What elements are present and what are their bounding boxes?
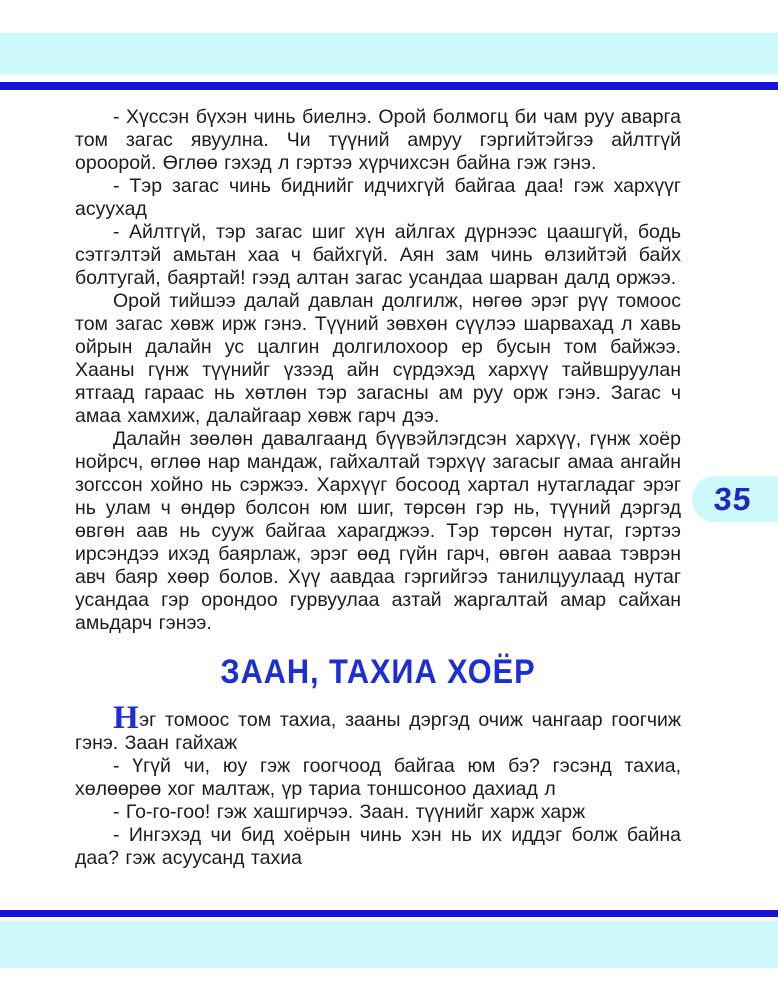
story-paragraph: - Ингэхэд чи бид хоёрын чинь хэн нь их иддэг болж байна даа? гэж асуусанд тахиа [75,824,681,869]
story-paragraph: - Үгүй чи, юу гэж гоогчоод байгаа юм бэ? гэсэнд тахиа, хөлөөрөө хог малтаж, үр тариа тоншсоноо дахиад л [75,755,681,800]
story-paragraph: - Тэр загас чинь биднийг идчихгүй байгаа даа! гэж хархүүг асуухад [75,175,681,220]
story-paragraph: - Хүссэн бүхэн чинь биелнэ. Орой болмогц би чам руу аварга том загас явуулна. Чи түүний амруу гэргийтэйгээ айлтгүй ороорой. Өглөө гэхэд л гэртээ хүрчихсэн байна гэж гэнэ. [75,106,681,174]
top-decoration-band [0,33,778,74]
bottom-blue-rule [0,910,778,917]
story-paragraph: Далайн зөөлөн давалгаанд бүүвэйлэгдсэн хархүү, гүнж хоёр нойрсч, өглөө нар мандаж, гайхалтай тэрхүү загасыг амаа ангайн зогссон хойно нь сэржээ. Хархүүг босоод хартал нутагладаг эрэг нь улам ч өндөр болсон юм шиг, төрсөн гэр нь, түүний дэргэд өвгөн аав нь сууж байгаа харагджээ. Тэр төрсөн нутаг, гэртээ ирсэндээ ихэд баярлаж, эрэг өөд гүйн гарч, өвгөн ааваа тэврэн авч баяр хөөр болов. Хүү аавдаа гэргийгээ танилцуулаад нутаг усандаа гэр орондоо гурвуулаа азтай жаргалтай амар сайхан амьдарч гэнээ. [75,428,681,634]
page-text-column [75,106,681,870]
top-blue-rule [0,82,778,90]
story-paragraph: Орой тийшээ далай давлан долгилж, нөгөө эрэг рүү томоос том загас хөвж ирж гэнэ. Түүний зөвхөн сүүлээ шарвахад л хавь ойрын далайн ус цалгин долгилохоор ер бусын том байжээ. Хааны гүнж түүнийг үзээд айн сүрдэхэд хархүү тайвшруулан ятгаад гараас нь хөтлөн тэр загасны ам руу орж гэнэ. Загас ч амаа хамхиж, далайгаар хөвж гарч дээ. [75,290,681,427]
page-number: 35 [712,480,753,517]
story-lead-paragraph [75,700,681,755]
story-lead-text: эг томоос том тахиа, зааны дэргэд очиж чангаар гоогчиж гэнэ. Заан гайхаж [75,709,681,754]
story-paragraph: - Айлтгүй, тэр загас шиг хүн айлгах дүрнээс цаашгүй, бодь сэтгэлтэй амьтан хаа ч байхгүй. Аян зам чинь өлзийтэй байх болтугай, баяртай! гээд алтан загас усандаа шарван далд оржээ. [75,221,681,289]
story-paragraph: - Го-го-гоо! гэж хашгирчээ. Заан. түүнийг харж харж [113,801,586,823]
page-number-tab [692,476,778,522]
story-title: ЗААН, ТАХИА ХОЁР [220,651,536,691]
bottom-decoration-band [0,921,778,968]
drop-cap-letter: Н [113,700,140,736]
